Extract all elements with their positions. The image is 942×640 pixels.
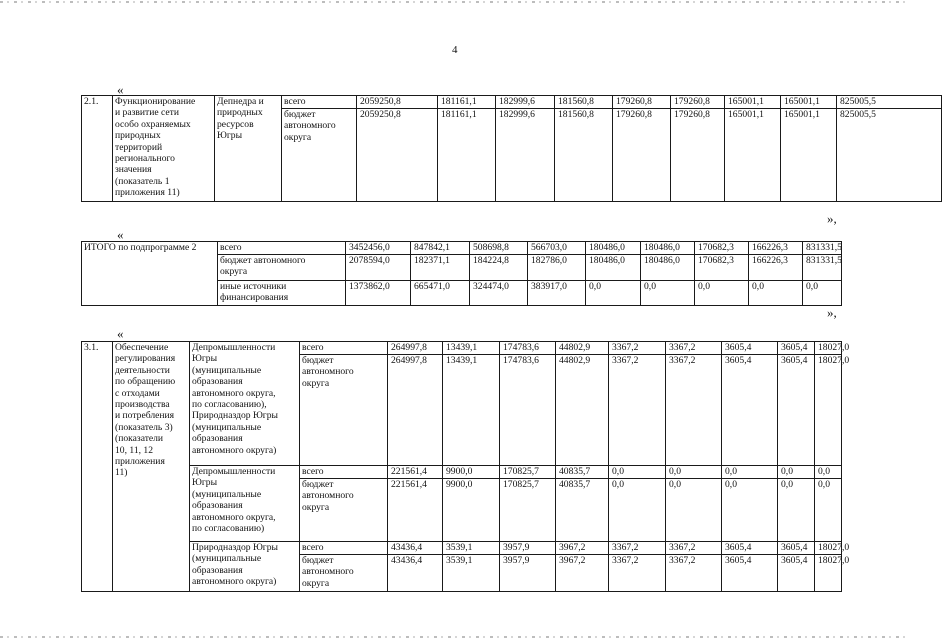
value-cell: 3367,2 bbox=[609, 555, 666, 592]
measure-name: Обеспечение регулирования деятельности по обращению с отходами производства и потребления (показатель 3) (показатели 10, 11, 12 приложения 11) bbox=[113, 342, 190, 592]
value-cell: 18027,0 bbox=[815, 355, 842, 466]
value-cell: 3605,4 bbox=[722, 342, 778, 355]
value-cell: 221561,4 bbox=[388, 479, 443, 542]
value-cell: 264997,8 bbox=[388, 342, 443, 355]
close-quote: », bbox=[827, 211, 837, 226]
funding-source: всего bbox=[218, 242, 346, 255]
value-cell: 179260,8 bbox=[671, 109, 725, 202]
value-cell: 324474,0 bbox=[470, 281, 528, 306]
value-cell: 13439,1 bbox=[443, 342, 500, 355]
value-cell: 43436,4 bbox=[388, 542, 443, 555]
measure-table-2-1 bbox=[81, 95, 942, 202]
scan-edge-bottom bbox=[0, 636, 905, 638]
value-cell: 847842,1 bbox=[411, 242, 470, 255]
value-cell: 18027,0 bbox=[815, 555, 842, 592]
value-cell: 3367,2 bbox=[609, 542, 666, 555]
close-quote: », bbox=[827, 305, 837, 320]
funding-source: бюджет автономного округа bbox=[300, 355, 388, 466]
executor: Депнедра и природных ресурсов Югры bbox=[215, 96, 282, 202]
value-cell: 831331,5 bbox=[803, 242, 842, 255]
value-cell: 179260,8 bbox=[613, 109, 671, 202]
funding-source: иные источники финансирования bbox=[218, 281, 346, 306]
value-cell: 3605,4 bbox=[778, 555, 815, 592]
value-cell: 3967,2 bbox=[556, 555, 609, 592]
value-cell: 182999,6 bbox=[496, 96, 555, 109]
value-cell: 0,0 bbox=[695, 281, 749, 306]
value-cell: 3367,2 bbox=[666, 355, 722, 466]
value-cell: 0,0 bbox=[778, 479, 815, 542]
value-cell: 2078594,0 bbox=[346, 255, 411, 281]
value-cell: 0,0 bbox=[641, 281, 695, 306]
value-cell: 170682,3 bbox=[695, 242, 749, 255]
value-cell: 9900,0 bbox=[443, 466, 500, 479]
value-cell: 182999,6 bbox=[496, 109, 555, 202]
value-cell: 170825,7 bbox=[500, 479, 556, 542]
value-cell: 0,0 bbox=[803, 281, 842, 306]
value-cell: 43436,4 bbox=[388, 555, 443, 592]
value-cell: 3367,2 bbox=[666, 555, 722, 592]
value-cell: 0,0 bbox=[609, 479, 666, 542]
value-cell: 3957,9 bbox=[500, 555, 556, 592]
value-cell: 44802,9 bbox=[556, 342, 609, 355]
value-cell: 3367,2 bbox=[609, 355, 666, 466]
funding-source: всего bbox=[300, 542, 388, 555]
value-cell: 170682,3 bbox=[695, 255, 749, 281]
value-cell: 40835,7 bbox=[556, 479, 609, 542]
table-row bbox=[82, 466, 842, 479]
measure-number: 2.1. bbox=[82, 96, 113, 202]
funding-source: всего bbox=[300, 466, 388, 479]
value-cell: 3605,4 bbox=[778, 342, 815, 355]
value-cell: 0,0 bbox=[609, 466, 666, 479]
value-cell: 3452456,0 bbox=[346, 242, 411, 255]
value-cell: 3367,2 bbox=[609, 342, 666, 355]
funding-source: бюджет автономного округа bbox=[300, 479, 388, 542]
page-number: 4 bbox=[452, 44, 458, 56]
value-cell: 182371,1 bbox=[411, 255, 470, 281]
value-cell: 3605,4 bbox=[722, 355, 778, 466]
executor: Депромышленности Югры (муниципальные образования автономного округа, по согласованию) bbox=[190, 466, 300, 542]
value-cell: 1373862,0 bbox=[346, 281, 411, 306]
value-cell: 2059250,8 bbox=[357, 96, 438, 109]
value-cell: 0,0 bbox=[815, 479, 842, 542]
value-cell: 0,0 bbox=[722, 479, 778, 542]
value-cell: 165001,1 bbox=[725, 96, 781, 109]
value-cell: 170825,7 bbox=[500, 466, 556, 479]
value-cell: 264997,8 bbox=[388, 355, 443, 466]
value-cell: 3957,9 bbox=[500, 542, 556, 555]
table-row bbox=[82, 342, 842, 355]
table-row bbox=[82, 242, 842, 255]
value-cell: 165001,1 bbox=[781, 96, 837, 109]
value-cell: 3605,4 bbox=[778, 542, 815, 555]
total-label: ИТОГО по подпрограмме 2 bbox=[82, 242, 218, 306]
value-cell: 221561,4 bbox=[388, 466, 443, 479]
value-cell: 3605,4 bbox=[722, 542, 778, 555]
value-cell: 180486,0 bbox=[586, 255, 641, 281]
value-cell: 831331,5 bbox=[803, 255, 842, 281]
measure-name: Функционирование и развитие сети особо охраняемых природных территорий регионального значения (показатель 1 приложения 11) bbox=[113, 96, 215, 202]
measure-table-3-1 bbox=[81, 341, 850, 592]
value-cell: 3605,4 bbox=[778, 355, 815, 466]
value-cell: 0,0 bbox=[666, 479, 722, 542]
open-quote: « bbox=[117, 227, 124, 242]
value-cell: 13439,1 bbox=[443, 355, 500, 466]
value-cell: 165001,1 bbox=[725, 109, 781, 202]
value-cell: 181161,1 bbox=[438, 109, 496, 202]
funding-source: всего bbox=[282, 96, 357, 109]
value-cell: 566703,0 bbox=[528, 242, 586, 255]
open-quote: « bbox=[117, 326, 124, 341]
value-cell: 3539,1 bbox=[443, 542, 500, 555]
value-cell: 508698,8 bbox=[470, 242, 528, 255]
value-cell: 0,0 bbox=[749, 281, 803, 306]
value-cell: 166226,3 bbox=[749, 255, 803, 281]
value-cell: 3367,2 bbox=[666, 542, 722, 555]
value-cell: 182786,0 bbox=[528, 255, 586, 281]
value-cell: 180486,0 bbox=[586, 242, 641, 255]
value-cell: 184224,8 bbox=[470, 255, 528, 281]
funding-source: всего bbox=[300, 342, 388, 355]
value-cell: 2059250,8 bbox=[357, 109, 438, 202]
value-cell: 179260,8 bbox=[613, 96, 671, 109]
value-cell: 180486,0 bbox=[641, 242, 695, 255]
value-cell: 0,0 bbox=[815, 466, 842, 479]
value-cell: 179260,8 bbox=[671, 96, 725, 109]
value-cell: 0,0 bbox=[778, 466, 815, 479]
value-cell: 174783,6 bbox=[500, 355, 556, 466]
executor: Природназдор Югры (муниципальные образования автономного округа) bbox=[190, 542, 300, 592]
value-cell: 44802,9 bbox=[556, 355, 609, 466]
value-cell: 18027,0 bbox=[815, 342, 842, 355]
value-cell: 181560,8 bbox=[555, 109, 613, 202]
value-cell: 0,0 bbox=[586, 281, 641, 306]
funding-source: бюджет автономного округа bbox=[282, 109, 357, 202]
value-cell: 181560,8 bbox=[555, 96, 613, 109]
value-cell: 383917,0 bbox=[528, 281, 586, 306]
value-cell: 181161,1 bbox=[438, 96, 496, 109]
value-cell: 3539,1 bbox=[443, 555, 500, 592]
executor: Депромышленности Югры (муниципальные образования автономного округа, по согласованию), Природназдор Югры (муниципальные образования автономного округа) bbox=[190, 342, 300, 466]
open-quote: « bbox=[117, 82, 124, 97]
value-cell: 665471,0 bbox=[411, 281, 470, 306]
value-cell: 0,0 bbox=[666, 466, 722, 479]
value-cell: 166226,3 bbox=[749, 242, 803, 255]
value-cell: 825005,5 bbox=[837, 109, 942, 202]
value-cell: 180486,0 bbox=[641, 255, 695, 281]
value-cell: 3367,2 bbox=[666, 342, 722, 355]
value-cell: 165001,1 bbox=[781, 109, 837, 202]
table-row bbox=[82, 542, 842, 555]
value-cell: 40835,7 bbox=[556, 466, 609, 479]
table-row bbox=[82, 96, 942, 109]
value-cell: 3967,2 bbox=[556, 542, 609, 555]
subprogram-total-table bbox=[81, 241, 842, 306]
value-cell: 0,0 bbox=[722, 466, 778, 479]
scan-edge-top bbox=[0, 1, 905, 3]
measure-number: 3.1. bbox=[82, 342, 113, 592]
value-cell: 3605,4 bbox=[722, 555, 778, 592]
value-cell: 9900,0 bbox=[443, 479, 500, 542]
funding-source: бюджет автономного округа bbox=[300, 555, 388, 592]
value-cell: 18027,0 bbox=[815, 542, 842, 555]
value-cell: 174783,6 bbox=[500, 342, 556, 355]
funding-source: бюджет автономного округа bbox=[218, 255, 346, 281]
value-cell: 825005,5 bbox=[837, 96, 942, 109]
